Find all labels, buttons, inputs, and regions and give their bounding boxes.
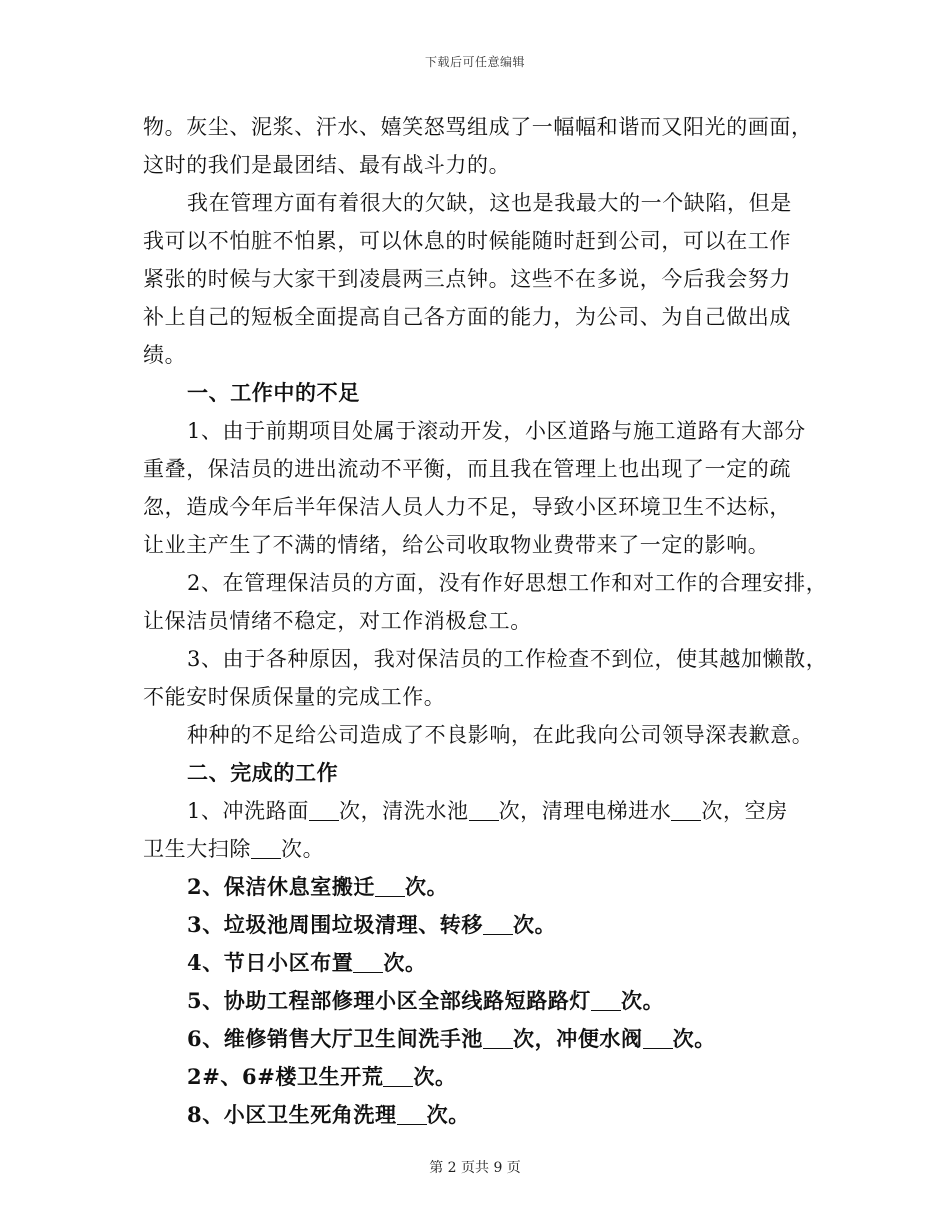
page-footer: 第 2 页共 9 页	[429, 1160, 521, 1176]
paragraph-line: 紧张的时候与大家干到凌晨两三点钟。这些不在多说，今后我会努力	[143, 267, 791, 291]
document-body	[143, 108, 828, 1134]
paragraph-line: 种种的不足给公司造成了不良影响，在此我向公司领导深表歉意。	[187, 723, 814, 747]
list-item: 1、冲洗路面 次，清洗水池 次，清理电梯进水 次，空房	[187, 799, 788, 823]
fill-blank	[469, 800, 499, 821]
list-item-continuation: 卫生大扫除 次。	[143, 837, 325, 861]
fill-blank	[309, 800, 339, 821]
paragraph-line: 不能安时保质保量的完成工作。	[143, 685, 446, 709]
paragraph-line: 补上自己的短板全面提高自己各方面的能力，为公司、为自己做出成	[143, 305, 791, 329]
list-item: 2#、6#楼卫生开荒 次。	[187, 1064, 457, 1089]
fill-blank	[353, 952, 383, 973]
fill-blank	[483, 914, 513, 935]
paragraph-line: 3、由于各种原因，我对保洁员的工作检查不到位，使其越加懒散，	[187, 647, 828, 671]
paragraph-line: 忽，造成今年后半年保洁人员人力不足，导致小区环境卫生不达标，	[143, 495, 791, 519]
paragraph-line: 这时的我们是最团结、最有战斗力的。	[143, 153, 511, 177]
list-item: 8、小区卫生死角洗理 次。	[187, 1102, 470, 1127]
section-heading-completed-work: 二、完成的工作	[187, 760, 339, 785]
fill-blank	[383, 1066, 413, 1087]
fill-blank	[251, 838, 281, 859]
paragraph-line: 绩。	[143, 343, 187, 367]
paragraph-line: 让业主产生了不满的情绪，给公司收取物业费带来了一定的影响。	[143, 533, 770, 557]
list-item: 4、节日小区布置 次。	[187, 950, 427, 975]
fill-blank	[643, 1028, 673, 1049]
section-heading-shortcomings: 一、工作中的不足	[187, 380, 360, 405]
paragraph-line: 1、由于前期项目处属于滚动开发，小区道路与施工道路有大部分	[187, 419, 806, 443]
list-item: 3、垃圾池周围垃圾清理、转移 次。	[187, 912, 557, 937]
paragraph-line: 让保洁员情绪不稳定，对工作消极怠工。	[143, 609, 532, 633]
fill-blank	[375, 876, 405, 897]
paragraph-line: 2、在管理保洁员的方面，没有作好思想工作和对工作的合理安排，	[187, 571, 828, 595]
list-item: 5、协助工程部修理小区全部线路短路路灯 次。	[187, 988, 665, 1013]
paragraph-line: 我在管理方面有着很大的欠缺，这也是我最大的一个缺陷，但是	[187, 191, 792, 215]
paragraph-line: 物。灰尘、泥浆、汗水、嬉笑怒骂组成了一幅幅和谐而又阳光的画面，	[143, 115, 813, 139]
paragraph-line: 我可以不怕脏不怕累，可以休息的时候能随时赶到公司，可以在工作	[143, 229, 791, 253]
list-item: 6、维修销售大厅卫生间洗手池 次，冲便水阀 次。	[187, 1026, 716, 1051]
fill-blank	[483, 1028, 513, 1049]
fill-blank	[591, 990, 621, 1011]
fill-blank	[671, 800, 701, 821]
fill-blank	[397, 1104, 427, 1125]
list-item: 2、保洁休息室搬迁 次。	[187, 874, 449, 899]
paragraph-line: 重叠，保洁员的进出流动不平衡，而且我在管理上也出现了一定的疏	[143, 457, 791, 481]
page-header: 下载后可任意编辑	[424, 55, 525, 69]
